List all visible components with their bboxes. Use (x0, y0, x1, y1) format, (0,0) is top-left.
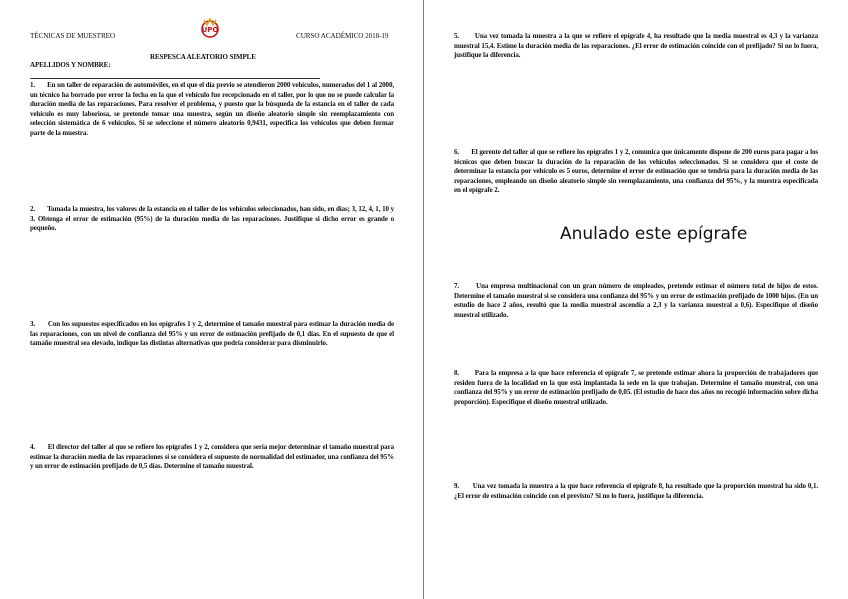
name-label: APELLIDOS Y NOMBRE: (30, 61, 111, 69)
question-6: 6. El gerente del taller al que se refiere los epígrafes 1 y 2, comunica que únicamente dispone de 200 euros para pagar a los técnicos que deben buscar la duración de la reparación de los vehículos seleccionados. Si se considera que el coste de determinar la estancia por vehículo es 5 euros, determine el error de estimación que se tendría para la duración media de las reparaciones, empleando un diseño aleatorio simple sin reemplazamiento, una confianza del 95%, y la muestra especificada en el epígrafe 2. (454, 148, 818, 195)
question-4: 4. El director del taller al que se refiere los epígrafes 1 y 2, considera que sería mejor determinar el tamaño muestral para estimar la duración media de las reparaciones si se considera el supuesto de normalidad del estimador, una confianza del 95% y un error de estimación prefijado de 0,5 días. Determine el tamaño muestral. (30, 443, 394, 471)
question-9: 9. Una vez tomada la muestra a la que hace referencia el epígrafe 8, ha resultado que la proporción muestral ha sido 0,1. ¿El error de estimación coincide con el previsto? Si no lo fuera, justifique la diferencia. (454, 482, 818, 500)
question-7: 7. Una empresa multinacional con un gran número de empleados, pretende estimar el número total de hijos de estos. Determine el tamaño muestral si se considera una confianza del 95% y un error de estimación prefijado de 1000 hijos. (En un estudio de hace 2 años, resultó que la media muestral ascendía a 2,3 y la varianza muestral a 0,6). Especifique el diseño muestral utilizado. (454, 282, 818, 319)
question-8: 8. Para la empresa a la que hace referencia el epígrafe 7, se pretende estimar ahora la proporción de trabajadores que residen fuera de la localidad en la que está implantada la sede en la que trabajan. Determine el tamaño muestral, con una confianza del 95% y un error de estimación prefijado de 0,05. (El estudio de hace dos años no recogió información sobre dicha proporción). Especifique el diseño muestral utilizado. (454, 369, 818, 406)
question-1: 1. En un taller de reparación de automóviles, en el que el día previo se atendieron 2000 vehículos, numerados del 1 al 2000, un técnico ha borrado por error la fecha en la que el vehículo fue recepcionado en el taller, por lo que no se puede calcular la duración media de las reparaciones. Para resolver el problema, y puesto que la búsqueda de la estancia en el taller de cada vehículo es muy laboriosa, se pretende tomar una muestra, según un diseño aleatorio simple sin reemplazamiento con selección sistemática de 6 vehículos. Si se seleccione el número aleatorio 0,9431, especifica los vehículos que deben formar parte de la muestra. (30, 81, 394, 137)
university-logo (198, 16, 222, 40)
page-title: RESPESCA ALEATORIO SIMPLE (150, 53, 256, 61)
question-5: 5. Una vez tomada la muestra a la que se refiere el epígrafe 4, ha resultado que la media muestral es 4,3 y la varianza muestral 15,4. Estime la duración media de las reparaciones. ¿El error de estimación coincide con el prefijado? Si no lo fuera, justifique la diferencia. (454, 32, 818, 60)
name-line (30, 71, 320, 79)
question-2: 2. Tomada la muestra, los valores de la estancia en el taller de los vehículos seleccionados, han sido, en días; 3, 12, 4, 1, 10 y 3. Obtenga el error de estimación (95%) de la duración media de las reparaciones. Justifique si dicho error es grande o pequeño. (30, 205, 394, 233)
question-3: 3. Con los supuestos especificados en los epígrafes 1 y 2, determine el tamaño muestral para estimar la duración media de las reparaciones, con un nivel de confianza del 95% y un error de estimación prefijado de 0,1 días. En el supuesto de que el tamaño muestral sea elevado, indique las distintas alternativas que podría considerar para disminuirlo. (30, 320, 394, 348)
name-field (30, 61, 400, 82)
header-subject: TÉCNICAS DE MUESTREO (30, 32, 116, 40)
annulled-note: Anulado este epígrafe (560, 224, 748, 244)
header-course: CURSO ACADÉMICO 2018-19 (296, 32, 389, 40)
svg-text:UPO: UPO (201, 26, 219, 34)
